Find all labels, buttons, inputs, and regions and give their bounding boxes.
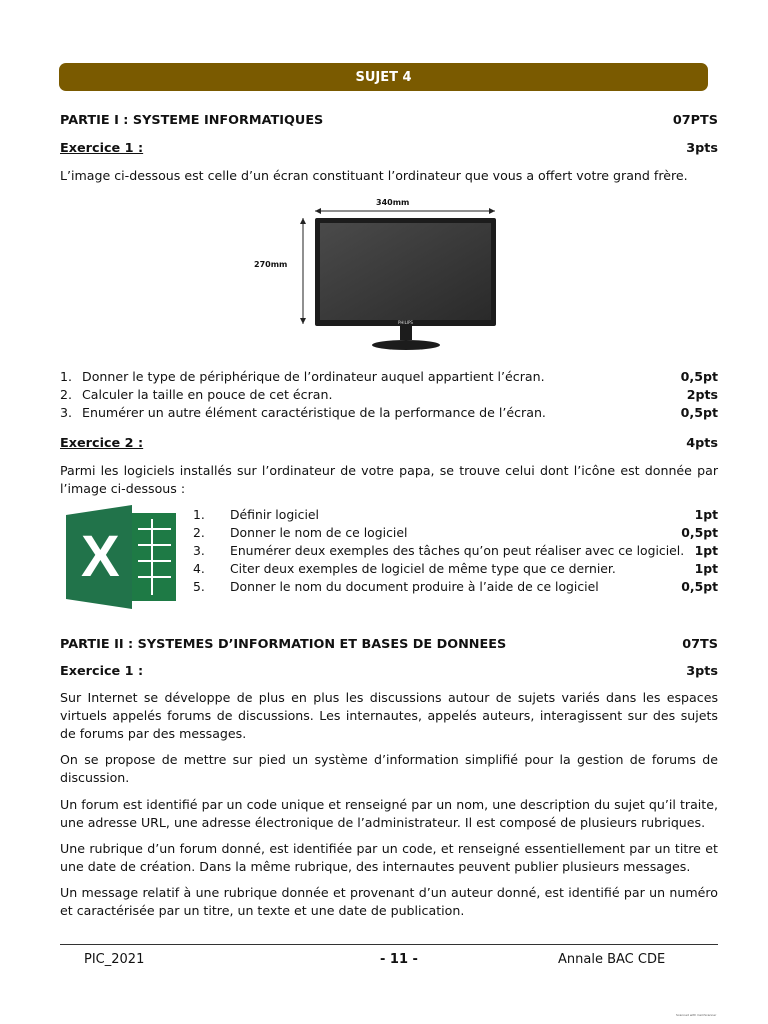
- p2-paragraph: Sur Internet se développe de plus en plus les discussions autour de sujets variés dans les espaces virtuels appelés forums de discussions. Les internautes, appelés auteurs, interagissent sur des sujets de forums par des messages.: [60, 690, 718, 741]
- footer-divider: [60, 944, 718, 945]
- excel-icon: [66, 505, 178, 609]
- ex2-title: Exercice 2 :: [60, 436, 144, 451]
- ex1-intro: L’image ci-dessous est celle d’un écran constituant l’ordinateur que vous a offert votre grand frère.: [60, 168, 688, 183]
- ex1-question: 3. Enumérer un autre élément caractéristique de la performance de l’écran. 0,5pt: [60, 405, 718, 420]
- ex1-question: 2. Calculer la taille en pouce de cet écran. 2pts: [60, 387, 718, 402]
- part1-header: [60, 113, 718, 128]
- footer-right: Annale BAC CDE: [558, 952, 666, 967]
- part1-title: PARTIE I : SYSTEME INFORMATIQUES: [60, 113, 324, 128]
- part2-points: 07TS: [682, 637, 718, 652]
- height-label: 270mm: [254, 260, 288, 269]
- p2-paragraph: Un message relatif à une rubrique donnée et provenant d’un auteur donné, est identifié par un numéro et caractérisée par un titre, un texte et une date de publication.: [60, 885, 718, 918]
- width-label: 340mm: [376, 198, 410, 207]
- monitor-brand: PHILIPS: [398, 320, 413, 325]
- ex2-question: 2. Donner le nom de ce logiciel 0,5pt: [193, 525, 718, 540]
- monitor-illustration: [252, 196, 502, 356]
- p2-paragraph: Une rubrique d’un forum donné, est identifiée par un code, et renseigné essentiellement par un titre et une date de création. Dans la même rubrique, des internautes peuvent publier plusieurs messages.: [60, 841, 718, 874]
- ex1-header: [60, 141, 718, 156]
- monitor-image: [252, 196, 502, 356]
- subject-banner: [59, 63, 708, 91]
- ex2-header: [60, 436, 718, 451]
- ex2-question: 4. Citer deux exemples de logiciel de même type que ce dernier. 1pt: [193, 561, 718, 576]
- page-number: - 11 -: [380, 952, 418, 967]
- excel-letter: X: [81, 524, 120, 589]
- ex2-points: 4pts: [686, 436, 718, 451]
- ex1-question: 1. Donner le type de périphérique de l’ordinateur auquel appartient l’écran. 0,5pt: [60, 369, 718, 384]
- part1-points: 07PTS: [672, 113, 718, 128]
- ex2-question: 1. Définir logiciel 1pt: [193, 507, 718, 522]
- p2-paragraph: Un forum est identifié par un code unique et renseigné par un nom, une description du sujet qu’il traite, une adresse URL, une adresse électronique de l’administrateur. Il est composé de plusieurs rubriques.: [60, 797, 718, 830]
- ex2-intro: Parmi les logiciels installés sur l’ordinateur de votre papa, se trouve celui dont l’icône est donnée par l’image ci-dessous :: [60, 463, 718, 496]
- footer-left: PIC_2021: [84, 952, 145, 967]
- ex2-question: 3. Enumérer deux exemples des tâches qu’on peut réaliser avec ce logiciel. 1pt: [193, 543, 718, 558]
- p2-ex1-points: 3pts: [686, 664, 718, 679]
- p2-ex1-title: Exercice 1 :: [60, 664, 144, 679]
- subject-title: SUJET 4: [355, 69, 412, 85]
- ex1-points: 3pts: [686, 141, 718, 156]
- p2-ex1-header: [60, 664, 718, 679]
- ex2-question: 5. Donner le nom du document produire à l’aide de ce logiciel 0,5pt: [193, 579, 718, 594]
- part2-header: [60, 637, 718, 652]
- scanner-watermark: Scanned with CamScanner: [676, 1013, 717, 1017]
- part2-title: PARTIE II : SYSTEMES D’INFORMATION ET BASES DE DONNEES: [60, 637, 507, 652]
- ex1-title: Exercice 1 :: [60, 141, 144, 156]
- p2-paragraph: On se propose de mettre sur pied un système d’information simplifié pour la gestion de forums de discussion.: [60, 752, 718, 785]
